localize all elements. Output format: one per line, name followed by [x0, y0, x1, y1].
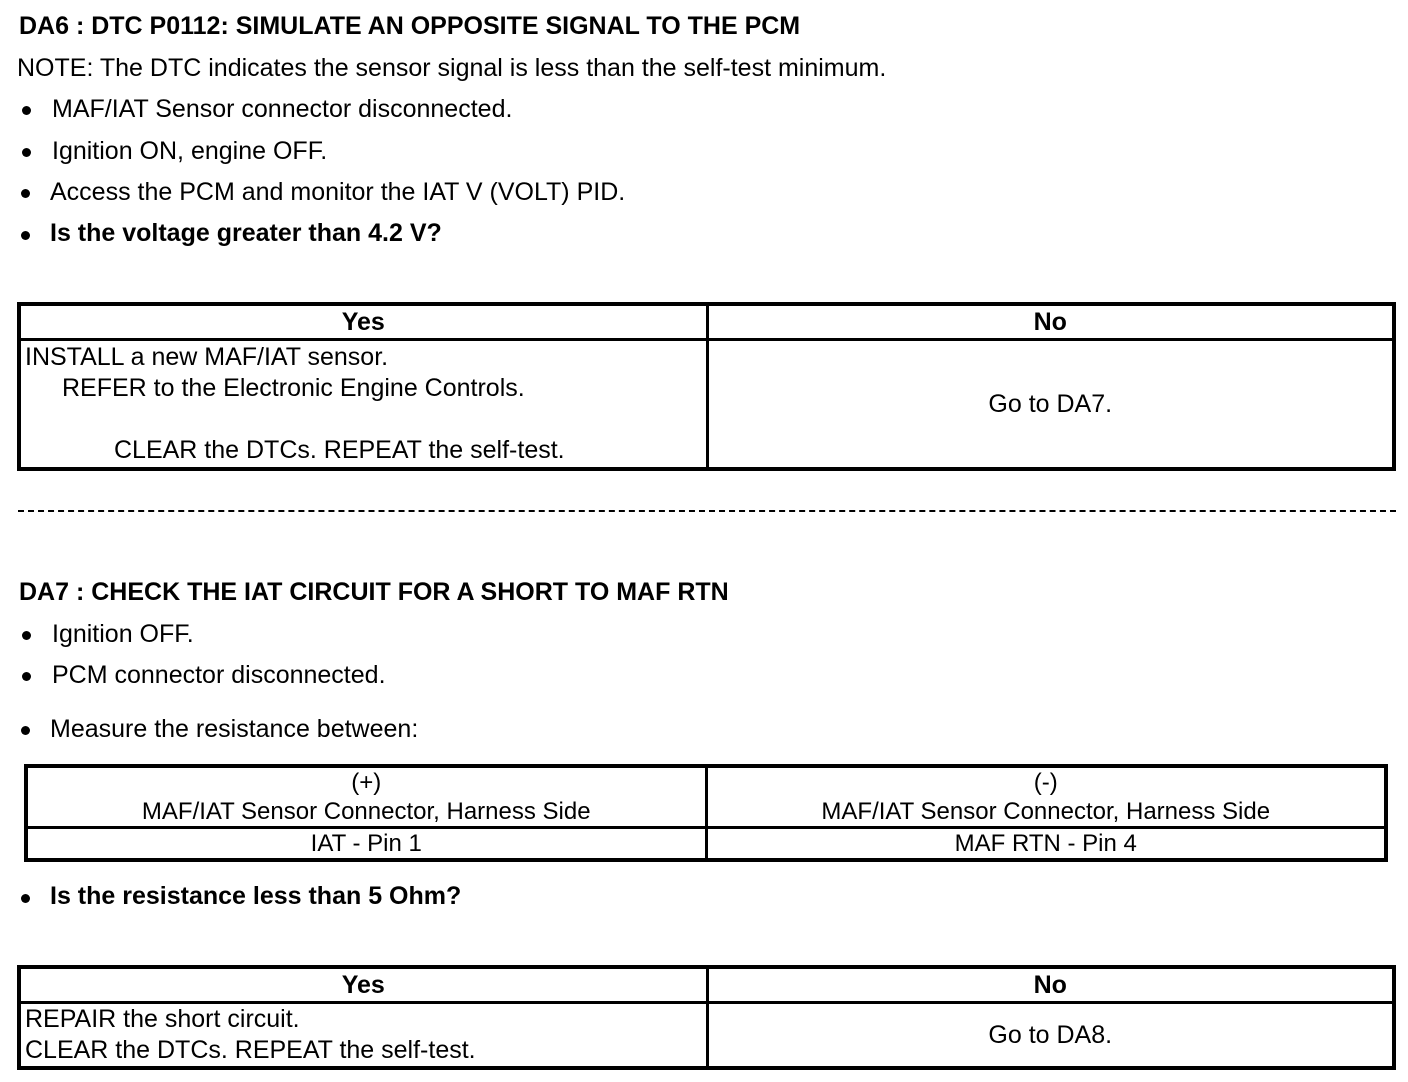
- bullet-icon: [22, 148, 31, 157]
- da7-bullet-3: Measure the resistance between:: [50, 715, 419, 743]
- da7-no-cell: Go to DA8.: [707, 1003, 1394, 1069]
- bullet-icon: [21, 894, 30, 903]
- da7-yes-cell: [19, 1003, 707, 1069]
- bullet-icon: [22, 672, 31, 681]
- da6-bullet-3: Access the PCM and monitor the IAT V (VOLT) PID.: [50, 178, 626, 206]
- negative-lead-header: [706, 766, 1386, 828]
- da7-question: Is the resistance less than 5 Ohm?: [50, 882, 462, 910]
- da7-measure-table: [24, 764, 1388, 862]
- da7-title: DA7 : CHECK THE IAT CIRCUIT FOR A SHORT TO MAF RTN: [19, 578, 729, 606]
- da6-note: NOTE: The DTC indicates the sensor signal is less than the self-test minimum.: [17, 54, 887, 82]
- da7-yes-line-2: CLEAR the DTCs. REPEAT the self-test.: [25, 1036, 476, 1064]
- da6-bullet-1: MAF/IAT Sensor connector disconnected.: [52, 95, 513, 123]
- negative-symbol: (-): [1033, 769, 1058, 796]
- negative-pin: MAF RTN - Pin 4: [706, 828, 1386, 861]
- da6-title: DA6 : DTC P0112: SIMULATE AN OPPOSITE SIGNAL TO THE PCM: [19, 12, 801, 40]
- positive-pin: IAT - Pin 1: [26, 828, 706, 861]
- da7-bullet-2: PCM connector disconnected.: [52, 661, 386, 689]
- da6-question: Is the voltage greater than 4.2 V?: [50, 219, 442, 247]
- no-header: No: [707, 967, 1394, 1003]
- da6-result-table: [17, 302, 1396, 471]
- no-header: No: [707, 304, 1394, 340]
- yes-header: Yes: [19, 304, 707, 340]
- bullet-icon: [22, 106, 31, 115]
- bullet-icon: [21, 189, 30, 198]
- bullet-icon: [22, 631, 31, 640]
- yes-header: Yes: [19, 967, 707, 1003]
- section-divider: [18, 510, 1396, 512]
- da7-bullet-1: Ignition OFF.: [52, 620, 194, 648]
- da6-no-cell: Go to DA7.: [707, 340, 1394, 470]
- positive-connector-label: MAF/IAT Sensor Connector, Harness Side: [141, 798, 591, 825]
- da6-yes-line-1: INSTALL a new MAF/IAT sensor.: [25, 343, 389, 371]
- da6-yes-line-3: CLEAR the DTCs. REPEAT the self-test.: [114, 436, 565, 464]
- bullet-icon: [21, 726, 30, 735]
- da7-yes-line-1: REPAIR the short circuit.: [25, 1005, 300, 1033]
- negative-connector-label: MAF/IAT Sensor Connector, Harness Side: [821, 798, 1271, 825]
- positive-symbol: (+): [351, 769, 382, 796]
- da7-result-table: [17, 965, 1396, 1070]
- da6-bullet-2: Ignition ON, engine OFF.: [52, 137, 328, 165]
- bullet-icon: [21, 231, 30, 240]
- positive-lead-header: [26, 766, 706, 828]
- da6-yes-line-2: REFER to the Electronic Engine Controls.: [62, 374, 525, 402]
- da6-yes-cell: [19, 340, 707, 470]
